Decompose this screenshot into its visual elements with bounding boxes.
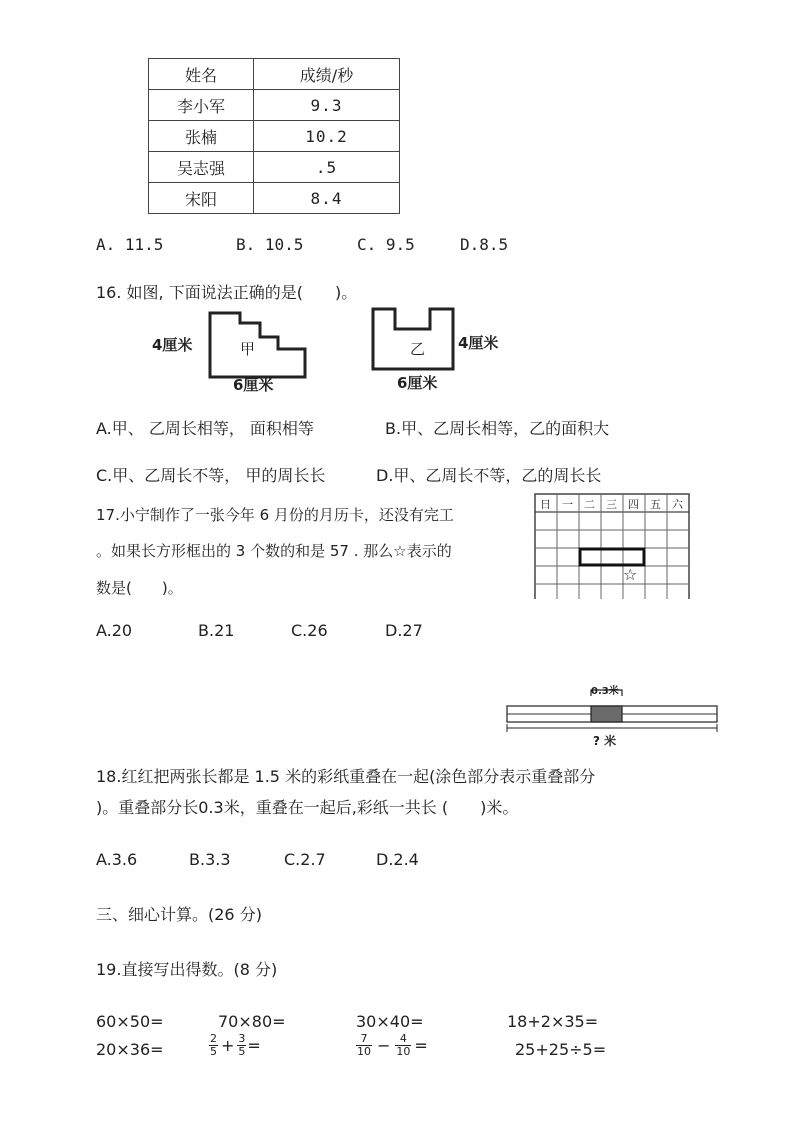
- question-17-line-1: 17.小宁制作了一张今年 6 月份的月历卡，还没有完工: [96, 506, 454, 524]
- figure-jia-bottom-label: 6厘米: [233, 376, 274, 394]
- calc-item: 30×40=: [356, 1012, 424, 1031]
- table-row: [149, 183, 400, 214]
- table-cell-name: 吴志强: [149, 152, 254, 183]
- table-row: [149, 152, 400, 183]
- question-18-line-2: )。重叠部分长0.3米，重叠在一起后,彩纸一共长 ( )米。: [96, 798, 519, 817]
- calendar-header-wed: 三: [606, 498, 617, 511]
- q18-option-c: C.2.7: [284, 850, 326, 869]
- calendar-header-fri: 五: [650, 498, 661, 511]
- star-icon: ☆: [623, 565, 638, 584]
- calendar-header-thu: 四: [628, 498, 639, 511]
- section-3-heading: 三、细心计算。(26 分): [96, 905, 262, 924]
- question-18-line-1: 18.红红把两张长都是 1.5 米的彩纸重叠在一起(涂色部分表示重叠部分: [96, 767, 596, 786]
- fraction-expression-2: $\frac{7}{10}$ − $\frac{4}{10}$ =: [357, 1032, 428, 1058]
- q17-option-d: D.27: [385, 621, 423, 640]
- question-19-title: 19.直接写出得数。(8 分): [96, 960, 278, 979]
- total-length-label: ? 米: [593, 734, 617, 748]
- fraction: $\frac{4}{10}$: [396, 1032, 411, 1058]
- fraction: $\frac{7}{10}$: [357, 1032, 371, 1058]
- q16-option-c: C.甲、乙周长不等， 甲的周长长: [96, 466, 326, 485]
- calendar-header-sun: 日: [540, 498, 551, 511]
- figure-yi-bottom-label: 6厘米: [397, 374, 438, 392]
- q17-option-a: A.20: [96, 621, 133, 640]
- table-cell-score: .5: [254, 152, 400, 183]
- calc-item: 70×80=: [218, 1012, 286, 1031]
- option-c: C. 9.5: [357, 235, 415, 254]
- question-17-line-2: 。如果长方形框出的 3 个数的和是 57 . 那么☆表示的: [96, 542, 452, 560]
- q16-option-a: A.甲、 乙周长相等， 面积相等: [96, 419, 314, 438]
- q18-option-b: B.3.3: [189, 850, 231, 869]
- fraction: $\frac{3}{5}$: [238, 1032, 246, 1058]
- calc-item: 20×36=: [96, 1040, 164, 1059]
- table-row: [149, 90, 400, 121]
- figure-yi-center-label: 乙: [410, 340, 426, 358]
- table-cell-name: 李小军: [149, 90, 254, 121]
- fraction: $\frac{2}{5}$: [210, 1032, 217, 1058]
- table-cell-name: 宋阳: [149, 183, 254, 214]
- calc-item: 25+25÷5=: [515, 1040, 607, 1059]
- option-a: A. 11.5: [96, 235, 164, 254]
- table-cell-name: 张楠: [149, 121, 254, 152]
- q18-option-a: A.3.6: [96, 850, 138, 869]
- calendar-header-tue: 二: [584, 498, 595, 511]
- option-b: B. 10.5: [236, 235, 304, 254]
- table-header: 姓名: [149, 59, 254, 90]
- table-header-row: [149, 59, 400, 90]
- calc-item: 60×50=: [96, 1012, 164, 1031]
- q18-option-d: D.2.4: [376, 850, 419, 869]
- table-row: [149, 121, 400, 152]
- option-d: D.8.5: [460, 235, 509, 254]
- q16-option-d: D.甲、乙周长不等，乙的周长长: [376, 466, 602, 485]
- figure-jia-center-label: 甲: [240, 340, 256, 358]
- calendar-header-mon: 一: [562, 498, 573, 511]
- table-cell-score: 10.2: [254, 121, 400, 152]
- q16-option-b: B.甲、乙周长相等，乙的面积大: [385, 419, 610, 438]
- figure-yi-side-label: 4厘米: [458, 334, 499, 352]
- table-header: 成绩/秒: [254, 59, 400, 90]
- table-cell-score: 9.3: [254, 90, 400, 121]
- question-17-line-3: 数是( )。: [96, 579, 183, 597]
- question-16-stem: 16. 如图, 下面说法正确的是( )。: [96, 283, 358, 302]
- calendar-figure: [534, 493, 690, 599]
- q17-option-b: B.21: [198, 621, 235, 640]
- overlap-length-label: 0.3米: [591, 686, 619, 697]
- table-cell-score: 8.4: [254, 183, 400, 214]
- calc-item: 18+2×35=: [507, 1012, 599, 1031]
- calendar-header-sat: 六: [672, 498, 683, 511]
- figure-jia-side-label: 4厘米: [152, 336, 193, 354]
- score-table: [148, 58, 400, 214]
- q17-option-c: C.26: [291, 621, 328, 640]
- fraction-expression-1: $\frac{2}{5}$ + $\frac{3}{5}$ =: [210, 1032, 261, 1058]
